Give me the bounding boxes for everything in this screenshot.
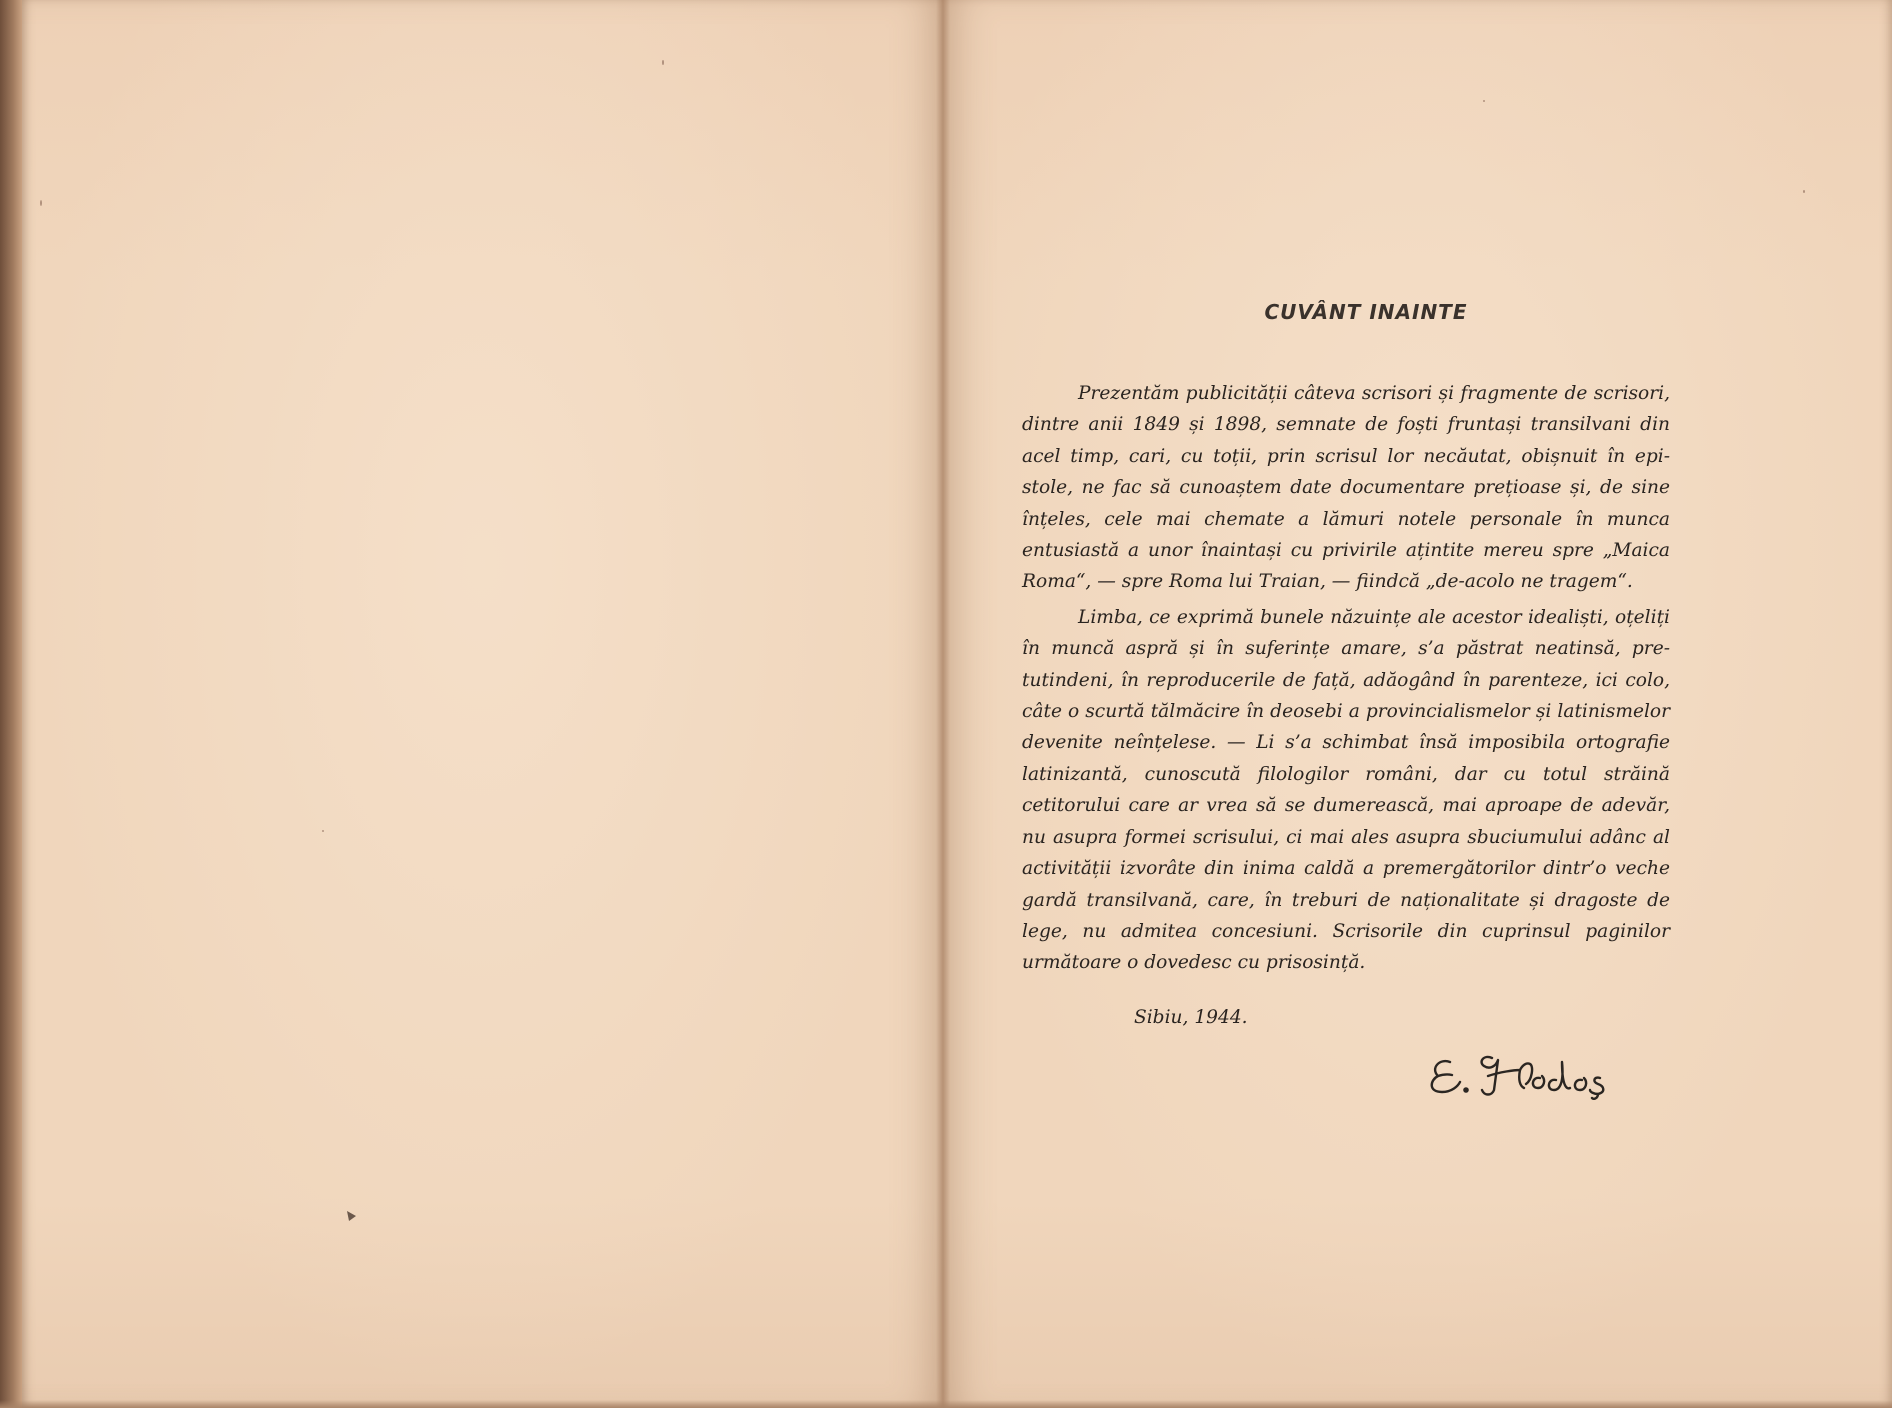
paragraph: Prezentăm publicității câteva scrisori și fragmente de scrisori, dintre anii 1849 și 1898, semnate de foști fruntași transilvani din acel timp, cari, cu toții, prin scrisul lor necăutat, obișnuit în epistole, ne fac să cunoaștem date documentare prețioase și, de sine înțeles, cele mai chemate a lămuri notele personale în munca entusiastă a unor înaintași cu privirile ațintite mereu spre „Maica Roma“, — spre Roma lui Traian, — fiindcă „de-acolo ne tragem“. [1022, 383, 1670, 593]
paper-speck [40, 200, 42, 206]
page-bottom-edge [0, 1400, 1892, 1408]
paper-speck [662, 60, 664, 65]
paper-speck [1483, 100, 1485, 102]
page-title: CUVÂNT INAINTE [1264, 300, 1468, 324]
book-gutter [936, 0, 950, 1408]
book-cover-edge [0, 0, 22, 1408]
handwritten-signature [1422, 1040, 1632, 1100]
ink-mark [346, 1210, 360, 1222]
paragraph: Limba, ce exprimă bunele năzuințe ale acestor idealiști, oțeliți în muncă aspră și în suferințe amare, s’a păstrat neatinsă, pretutindeni, în reproducerile de față, adăogând în parenteze, ici colo, câte o scurtă tălmăcire în deosebi a provincialismelor și latinismelor devenite neînțelese. — Li s’a schimbat însă imposibila ortografie latinizantă, cunoscută filologilor români, dar cu totul străină cetitorului care ar vrea să se dumerească, mai aproape de adevăr, nu asupra formei scrisului, ci mai ales asupra sbuciumului adânc al activității izvorâte din inima caldă a premergătorilor dintr’o veche gardă transilvană, care, în treburi de naționalitate și dragoste de lege, nu admitea concesiuni. Scrisorile din cuprinsul paginilor următoare o dovedesc cu prisosință. [1022, 606, 1670, 974]
place-date: Sibiu, 1944. [1134, 1006, 1248, 1028]
paper-speck [322, 830, 324, 832]
foreword-content [1022, 300, 1670, 1028]
paper-speck [1803, 190, 1805, 193]
left-page-blank [22, 0, 943, 1408]
